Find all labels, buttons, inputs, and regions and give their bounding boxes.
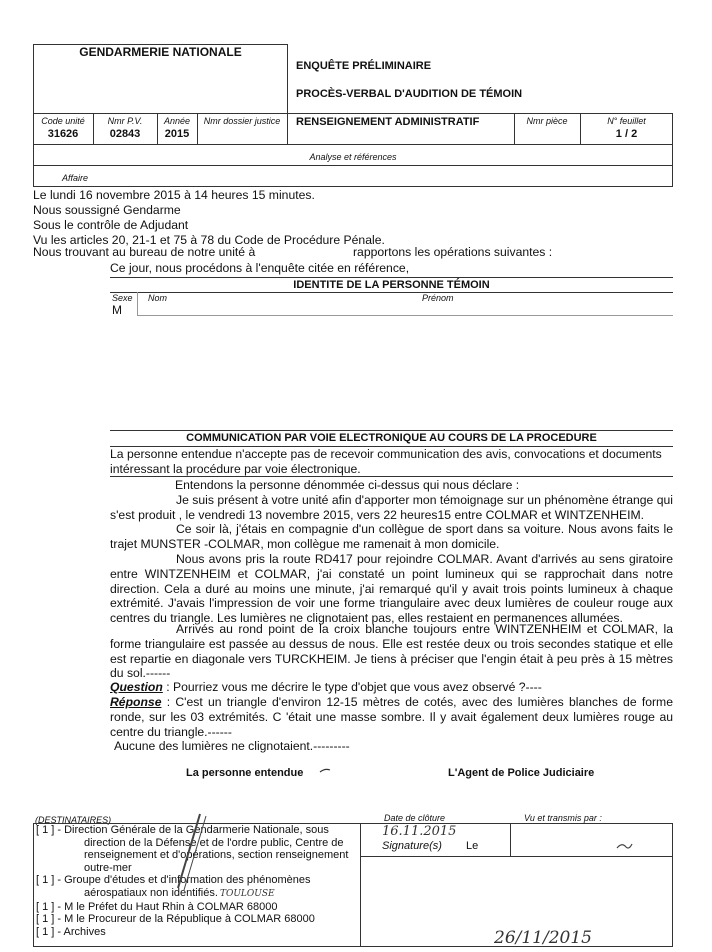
identity-title: IDENTITE DE LA PERSONNE TÉMOIN [293,279,490,291]
statement-paragraph-4: Arrivés au rond point de la croix blanche toujours entre WINTZENHEIM et COLMAR, la forme triangulaire est passée au dessus de nous. Elle est restée deux ou trois secondes statique et elle est repartie en diagonale vers TURCKHEIM. Je tiens à préciser que l'engin était à peu près à 15 mètres du sol.------ [110,622,673,681]
intro-line-3: Sous le contrôle de Adjudant [33,218,189,232]
fields-divider-4 [287,113,288,145]
title-renseignement: RENSEIGNEMENT ADMINISTRATIF [296,116,480,128]
comm-text: La personne entendue n'accepte pas de recevoir communication des avis, convocations et documents intéressant la procédure par voie électronique. [110,447,662,476]
signature-left-label: La personne entendue [186,767,304,779]
toulouse-handwriting: TOULOUSE [219,888,275,899]
nmr-pv-label: Nmr P.V. [107,116,143,126]
dest-line: [ 1 ] - Groupe d'études et d'information des phénomènes [36,874,311,887]
intro-line-5a: Nous trouvant au bureau de notre unité à [33,245,256,259]
signature-label: Signature(s) [382,840,442,852]
statement-paragraph-2: Ce soir là, j'étais en compagnie d'un collègue de sport dans sa voiture. Nous avons faits le trajet MUNSTER -COLMAR, mon collègue me ramenait à mon domicile. [110,522,673,551]
transmis-label: Vu et transmis par : [524,813,602,823]
date-cloture-label: Date de clôture [384,813,446,823]
dest-line: [ 1 ] - M le Préfet du Haut Rhin à COLMAR 68000 [36,900,278,913]
sexe-value: M [112,303,122,317]
annee-label: Année [163,116,191,126]
signature-right-label: L'Agent de Police Judiciaire [448,767,595,779]
dest-line: [ 1 ] - Archives [36,925,106,938]
comm-top-rule [110,430,673,431]
dest-line: renseignement et d'opérations, section renseignement [84,849,349,862]
dest-line: direction de la Défense et de l'ordre public, Centre de [84,836,344,849]
handwritten-slash [170,812,210,892]
identity-box-left [137,292,138,316]
signature-mark-right [614,838,634,854]
prenom-label: Prénom [422,293,454,303]
intro-line-4: Vu les articles 20, 21-1 et 75 à 78 du Code de Procédure Pénale. [33,233,385,247]
dossier-label: Nmr dossier justice [203,116,281,126]
comm-title: COMMUNICATION PAR VOIE ELECTRONIQUE AU COURS DE LA PROCEDURE [186,432,597,444]
le-label: Le [466,840,479,852]
feuillet-label: N° feuillet [607,116,646,126]
nmr-pv-value: 02843 [109,128,141,140]
title-pv: PROCÈS-VERBAL D'AUDITION DE TÉMOIN [296,88,523,100]
signature-scribble-left [318,764,332,776]
question-label: Question [110,680,163,694]
dest-line: [ 1 ] - Direction Générale de la Gendarmerie Nationale, sous [36,824,329,836]
response-paragraph [110,695,673,739]
question-line [110,680,673,695]
sexe-label: Sexe [112,293,133,303]
affaire-row [33,165,673,187]
footer-hrule [360,856,673,857]
statement-last: Aucune des lumières ne clignotaient.--------- [114,739,350,753]
statement-paragraph-3: Nous avons pris la route RD417 pour rejoindre COLMAR. Avant d'arrivés au sens giratoire entre WINTZENHEIM et COLMAR, j'ai constaté un point lumineux qui se rapprochait dans notre direction. Cela a duré au moins une minute, j'ai remarqué qu'il y avait trois points lumineux à chaque extrémité. J'avais l'impression de voir une forme triangulaire avec deux lumières de couleur rouge aux centres du triangle. Les lumières ne clignotaient pas, elles restaient en permanences allumées. [110,552,673,626]
dest-line: outre-mer [84,861,132,874]
comm-bottom-rule [110,476,673,477]
identity-mid-rule [110,292,673,293]
feuillet-value: 1 / 2 [615,128,638,140]
annee-value: 2015 [164,128,190,140]
nom-label: Nom [148,293,168,303]
dest-label: (DESTINATAIRES) [35,815,112,825]
footer-divider-2 [510,823,511,857]
affaire-label: Affaire [62,173,89,183]
title-enquete: ENQUÊTE PRÉLIMINAIRE [296,60,432,72]
intro-line-5b: rapportons les opérations suivantes : [353,245,553,259]
identity-bottom-rule [137,315,673,316]
dest-line: aérospatiaux non identifiés. TOULOUSE [84,886,275,899]
org-name: GENDARMERIE NATIONALE [79,45,242,59]
dest-line: [ 1 ] - M le Procureur de la République à COLMAR 68000 [36,913,315,926]
question-text: : Pourriez vous me décrire le type d'objet que vous avez observé ?---- [162,680,542,694]
footer-divider-1 [360,823,361,947]
intro-line-6: Ce jour, nous procédons à l'enquête citée en référence, [110,261,410,275]
date-cloture-handwriting: 16.11.2015 [382,824,457,839]
response-text: : C'est un triangle d'environ 12-15 mètres de cotés, avec des lumières blanches de forme ronde, sur les 03 extrémités. C 'était une masse sombre. Il y avait également deux lumières rouge au centre du triangle.------ [110,695,673,739]
intro-line-2: Nous soussigné Gendarme [33,203,181,217]
code-unite-label: Code unité [41,116,85,126]
intro-line-1: Le lundi 16 novembre 2015 à 14 heures 15 minutes. [33,188,315,202]
statement-paragraph-1: Je suis présent à votre unité afin d'apporter mon témoignage sur un phénomène étrange qui s'est produit , le vendredi 13 novembre 2015, vers 22 heures15 entre COLMAR et WINTZENHEIM. [110,493,673,522]
response-label: Réponse [110,695,162,709]
statement-intro: Entendons la personne dénommée ci-dessus qui nous déclare : [175,478,520,492]
code-unite-value: 31626 [47,128,79,140]
piece-label: Nmr pièce [526,116,568,126]
analyse-label: Analyse et références [309,152,397,162]
identity-top-rule [110,277,673,278]
bottom-date-handwriting: 26/11/2015 [494,928,592,948]
